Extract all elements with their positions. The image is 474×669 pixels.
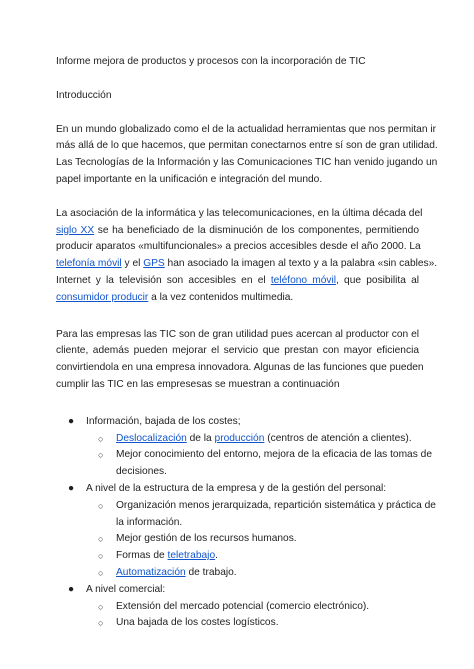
intro-heading: Introducción [56,89,112,101]
circle-bullet-icon: ○ [98,450,104,461]
sub-list [86,498,436,582]
sub-list-item: ○ Mejor gestión de los recursos humanos. [86,531,419,548]
sub-list-item: ○ Una bajada de los costes logísticos. [86,615,419,632]
link-gps[interactable]: GPS [143,258,165,270]
link-siglo-xx[interactable]: siglo XX [56,224,95,236]
circle-bullet-icon: ○ [98,551,104,562]
circle-bullet-icon: ○ [98,433,104,444]
link-produccion[interactable]: producción [214,432,265,444]
link-deslocalizacion[interactable]: Deslocalización [116,432,187,444]
circle-bullet-icon: ○ [98,567,104,578]
paragraph-2-line: La asociación de la informática y las telecomunicaciones, en la última década del [56,207,423,219]
sub-list-item: ○ Extensión del mercado potencial (comercio electrónico). [86,599,419,616]
paragraph-2 [56,206,438,307]
sub-list-item: ○ Deslocalización de la producción (centros de atención a clientes). [86,431,419,448]
sub-list-item: ○ Automatización de trabajo. [86,565,419,582]
sub-list [86,599,419,633]
sub-list-item: ○ Organización menos jerarquizada, repartición sistemática y práctica de la información. [98,499,436,528]
link-telefonia-movil[interactable]: telefonía móvil [56,258,122,270]
paragraph-1-line: más allá de lo que hacemos, que permitan conectarnos entre sí son de gran utilidad. [56,140,438,152]
sub-list [86,431,432,481]
bullet-icon: ● [68,482,75,494]
circle-bullet-icon: ○ [98,534,104,545]
bullet-icon: ● [68,583,75,595]
list-item: ● A nivel comercial: ○ Extensión del mercado potencial (comercio electrónico). ○ Una bajada de los costes logísticos. [56,582,419,632]
paragraph-3-line: cliente, además pueden mejorar el servicio que prestan con mayor eficiencia [56,345,419,357]
link-consumidor-producir[interactable]: consumidor producir [56,291,149,303]
paragraph-2-line: siglo XX se ha beneficiado de la disminución de los componentes, permitiendo [56,224,419,236]
paragraph-2-line: telefonía móvil y el GPS han asociado la imagen al texto y a la palabra «sin cables». [56,258,438,270]
sub-list-item: ○ Mejor conocimiento del entorno, mejora de la eficacia de las tomas de decisiones. [98,449,432,478]
functions-list [56,414,436,632]
paragraph-1-line: papel importante en la unificación e integración del mundo. [56,173,323,185]
list-item: ● A nivel de la estructura de la empresa y de la gestión del personal: ○ Organización menos jerarquizada, repartición sistemática y práctica de la información. ○ Mejor gestión de los recursos humanos. ○ Formas de teletrabajo. ○ Automatización de trabajo. [56,481,419,582]
paragraph-1-line: En un mundo globalizado como el de la actualidad herramientas que nos permitan ir [56,123,436,135]
paragraph-3-line: convirtiendola en una empresa innovadora. Algunas de las funciones que pueden [56,362,424,374]
document-title: Informe mejora de productos y procesos con la incorporación de TIC [56,56,366,67]
paragraph-1 [56,122,438,189]
paragraph-2-line: producir aparatos «multifuncionales» a precios accesibles desde el año 2000. La [56,241,421,253]
paragraph-1-line: Las Tecnologías de la Información y las Comunicaciones TIC han venido jugando un [56,157,438,169]
link-automatizacion[interactable]: Automatización [116,566,186,578]
circle-bullet-icon: ○ [98,500,104,511]
sub-list-item: ○ Formas de teletrabajo. [86,548,419,565]
paragraph-2-line: Internet y la televisión son accesibles en el teléfono móvil, que posibilita al [56,274,419,286]
paragraph-3 [56,327,424,394]
list-item: ● Información, bajada de los costes; ○ Deslocalización de la producción (centros de atención a clientes). ○ Mejor conocimiento del entorno, mejora de la eficacia de las tomas de decisiones. [56,414,419,481]
link-telefono-movil[interactable]: teléfono móvil [270,274,337,286]
bullet-icon: ● [68,415,75,427]
paragraph-2-line: consumidor producir a la vez contenidos multimedia. [56,291,294,303]
circle-bullet-icon: ○ [98,601,104,612]
link-teletrabajo[interactable]: teletrabajo [167,550,216,562]
paragraph-3-line: Para las empresas las TIC son de gran utilidad pues acercan al productor con el [56,328,419,340]
paragraph-3-line: cumplir las TIC en las empresesas se muestran a continuación [56,378,340,390]
circle-bullet-icon: ○ [98,618,104,629]
